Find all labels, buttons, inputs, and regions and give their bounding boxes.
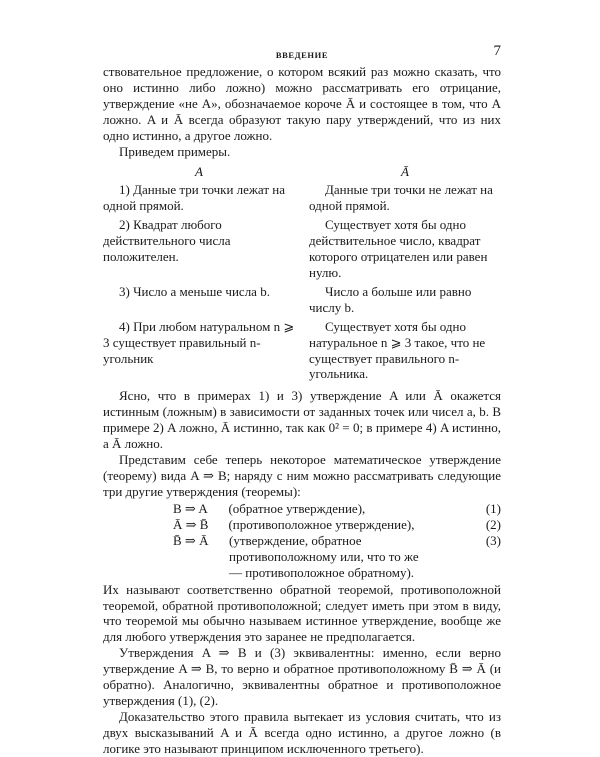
paragraph-equivalence: Утверждения A ⇒ B и (3) эквивалентны: именно, если верно утверждение A ⇒ B, то верно и обратное противоположному B̄ ⇒ Ā (и обратно). Аналогично, эквивалентны обратное и противоположное утверждения (1), (2). — [103, 645, 501, 708]
book-page — [103, 42, 501, 757]
example-statement: 4) При любом натуральном n ⩾ 3 существует правильный n-угольник — [103, 318, 295, 366]
formula-description: (противоположное утверждение), — [228, 516, 415, 532]
example-negation: Данные три точки не лежат на одной прямой. — [309, 182, 493, 214]
formula-symbol: Ā ⇒ B̄ — [173, 516, 209, 532]
paragraph-imagine: Представим себе теперь некоторое математическое утверждение (теорему) вида A ⇒ B; наряду с ним можно рассматривать следующие три другие утверждения (теоремы): — [103, 451, 501, 499]
example-statement: 2) Квадрат любого действительного числа положителен. — [103, 217, 231, 265]
page-number: 7 — [493, 43, 501, 59]
header-title: ВВЕДЕНИЕ — [275, 50, 329, 60]
formula-number: (1) — [485, 500, 501, 516]
formula-description: (обратное утверждение), — [228, 500, 366, 516]
examples-table — [103, 182, 501, 382]
formula-row — [173, 517, 501, 533]
formula-symbol: B̄ ⇒ Ā — [173, 532, 209, 548]
column-heading-not-a: Ā — [401, 164, 409, 180]
example-statement: 1) Данные три точки лежат на одной прямой. — [103, 182, 285, 214]
formula-number: (2) — [485, 516, 501, 532]
example-row — [103, 284, 501, 316]
example-negation: Существует хотя бы одно натуральное n ⩾ 3 такое, что не существует правильного n-угольника. — [309, 318, 486, 382]
example-row — [103, 319, 501, 383]
formula-description: (утверждение, обратное противоположному или, что то же — противоположное обратному). — [229, 532, 419, 580]
paragraph-examples-lead: Приведем примеры. — [119, 143, 231, 159]
paragraph-clear: Ясно, что в примерах 1) и 3) утверждение A или Ā окажется истинным (ложным) в зависимости от заданных точек или чисел a, b. В примере 2) A ложно, Ā истинно, так как 0² = 0; в примере 4) A истинно, а Ā ложно. — [103, 388, 501, 452]
formula-symbol: B ⇒ A — [173, 500, 208, 516]
example-negation: Число a больше или равно числу b. — [309, 283, 472, 315]
example-row — [103, 217, 501, 281]
example-negation: Существует хотя бы одно действительное число, квадрат которого отрицателен или равен нулю. — [309, 217, 488, 280]
paragraph-intro: ствовательное предложение, о котором всякий раз можно сказать, что оно истинно либо ложно) можно рассматривать его отрицание, утверждение «не A», обозначаемое короче Ā и состоящее в том, что A ложно. A и Ā всегда образуют такую пару утверждений, что из них одно истинно, а другое ложно. — [103, 64, 501, 143]
paragraph-proof: Доказательство этого правила вытекает из условия считать, что из двух высказываний A и Ā всегда одно истинно, а другое ложно (в логике это называют принципом исключенного третьего). — [103, 708, 501, 756]
example-statement: 3) Число a меньше числа b. — [119, 283, 270, 299]
formula-list — [173, 501, 501, 581]
formula-row — [173, 501, 501, 517]
example-row — [103, 182, 501, 214]
column-heading-a: A — [195, 164, 203, 180]
formula-number: (3) — [485, 532, 501, 548]
paragraph-called: Их называют соответственно обратной теоремой, противоположной теоремой, обратной противоположной; следует иметь при этом в виду, что теоремой мы обычно называем истинное утверждение, вообще же для любого утверждения это заранее не предполагается. — [103, 581, 501, 645]
formula-row — [173, 533, 501, 581]
examples-table-header — [103, 159, 501, 182]
running-header — [103, 42, 501, 64]
